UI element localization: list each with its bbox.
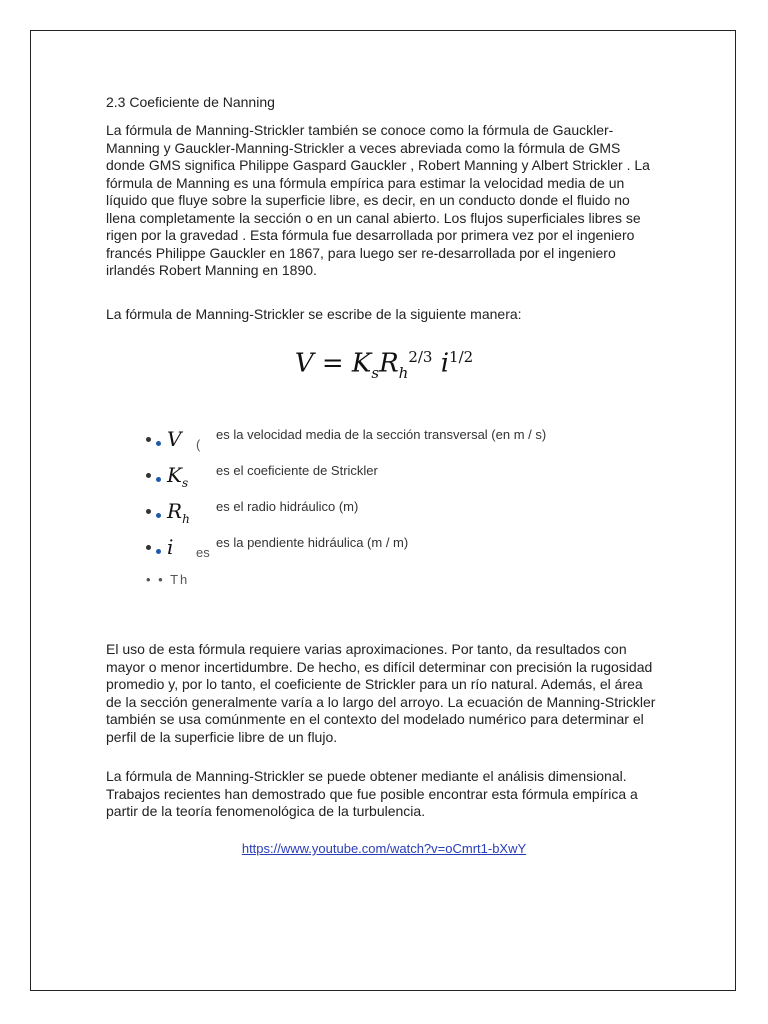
variable-description: es el coeficiente de Strickler — [216, 463, 378, 478]
variable-description: es la velocidad media de la sección transversal (en m / s) — [216, 427, 547, 442]
manning-formula — [106, 348, 662, 382]
bullet-icon — [146, 473, 151, 478]
bullet-icon — [146, 545, 151, 550]
video-link-container — [106, 840, 662, 858]
youtube-link[interactable]: https://www.youtube.com/watch?v=oCmrt1-bXwY — [241, 841, 527, 856]
variable-symbol: $R_h$ — [167, 499, 190, 526]
variable-list — [146, 427, 666, 575]
formula-lead-paragraph: La fórmula de Manning-Strickler se escribe de la siguiente manera: — [106, 306, 522, 322]
formula-r-exp: 2/3 — [408, 348, 433, 366]
bullet-icon — [146, 509, 151, 514]
overlap-glyph: es — [196, 545, 210, 560]
list-item — [146, 463, 666, 503]
intro-paragraph: La fórmula de Manning-Strickler también se conoce como la fórmula de Gauckler-Manning y Gauckler-Manning-Strickler a veces abreviada como la fórmula de GMS donde GMS significa Philippe Gaspard Gauckler , Robert Manning y Albert Strickler . La fórmula de Manning es una fórmula empírica para estimar la velocidad media de un líquido que fluye sobre la superficie libre, es decir, en un conducto donde el fluido no llena completamente la sección o en un canal abierto. Los flujos superficiales libres se rigen por la gravedad . Esta fórmula fue desarrollada por primera vez por el ingeniero francés Philippe Gauckler en 1867, para luego ser re-desarrollada por el ingeniero irlandés Robert Manning en 1890. — [106, 122, 650, 278]
usage-paragraph: El uso de esta fórmula requiere varias aproximaciones. Por tanto, da resultados con mayor o menor incertidumbre. De hecho, es difícil determinar con precisión la rugosidad promedio y, por lo tanto, el coeficiente de Strickler para un río natural. Además, el área de la sección generalmente varía a lo largo del arroyo. La ecuación de Manning-Strickler también se usa comúnmente en el contexto del modelado numérico para determinar el perfil de la superficie libre de un flujo. — [106, 641, 656, 745]
formula-lhs: V — [294, 348, 314, 379]
variable-symbol: V — [167, 427, 182, 451]
overlap-glyph: ( — [196, 437, 201, 452]
formula-r: R — [379, 348, 399, 379]
variable-description: es el radio hidráulico (m) — [216, 499, 359, 514]
formula-i: i — [440, 348, 450, 379]
variable-description: es la pendiente hidráulica (m / m) — [216, 535, 409, 550]
clipped-line: • • Th — [146, 572, 190, 587]
bullet-icon — [156, 549, 161, 554]
variable-symbol: $K_s$ — [167, 463, 189, 490]
bullet-icon — [156, 513, 161, 518]
page-content — [106, 93, 662, 856]
list-item — [146, 427, 666, 467]
bullet-icon — [156, 441, 161, 446]
bullet-icon — [146, 437, 151, 442]
formula-equals: = — [313, 348, 352, 379]
formula-i-exp: 1/2 — [449, 348, 474, 366]
list-item — [146, 499, 666, 539]
formula-k-sub: s — [371, 363, 380, 382]
derivation-paragraph: La fórmula de Manning-Strickler se puede obtener mediante el análisis dimensional. Trabajos recientes han demostrado que fue posible encontrar esta fórmula empírica a partir de la teoría fenomenológica de la turbulencia. — [106, 768, 638, 819]
bullet-icon — [156, 477, 161, 482]
list-item — [146, 535, 666, 575]
formula-r-sub: h — [398, 363, 409, 382]
document-page — [30, 30, 736, 991]
formula-k: K — [351, 348, 372, 379]
section-heading: 2.3 Coeficiente de Nanning — [106, 94, 275, 110]
variable-symbol: i — [167, 535, 174, 559]
